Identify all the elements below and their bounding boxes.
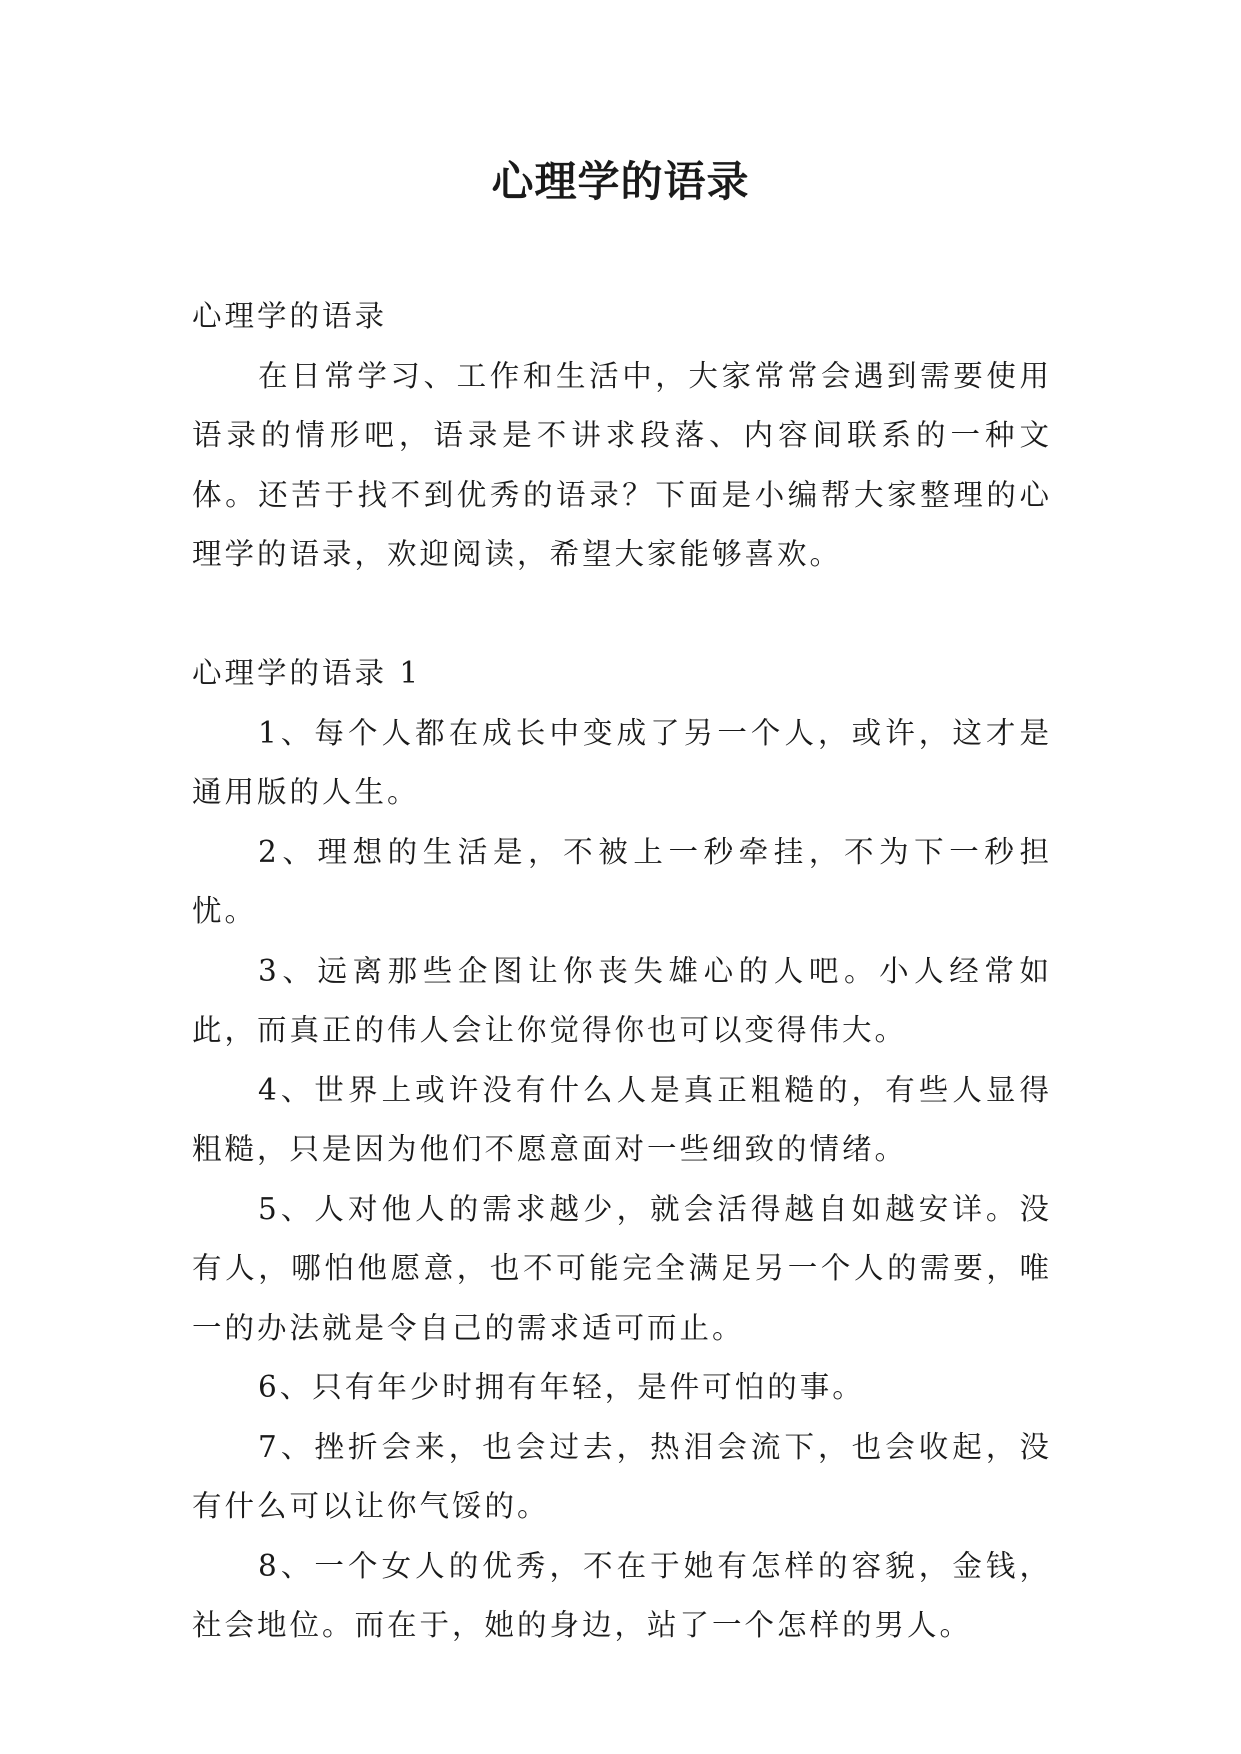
section-heading: 心理学的语录 1 <box>192 656 422 690</box>
document-body <box>192 287 1052 1656</box>
document-title: 心理学的语录 <box>491 157 750 206</box>
intro-paragraph: 在日常学习、工作和生活中，大家常常会遇到需要使用语录的情形吧，语录是不讲求段落、内容间联系的一种文体。还苦于找不到优秀的语录？下面是小编帮大家整理的心理学的语录，欢迎阅读，希望大家能够喜欢。 <box>192 358 1052 571</box>
quote-item: 2、理想的生活是，不被上一秒牵挂，不为下一秒担忧。 <box>192 834 1052 928</box>
quote-item: 7、挫折会来，也会过去，热泪会流下，也会收起，没有什么可以让你气馁的。 <box>192 1429 1052 1523</box>
quote-item: 4、世界上或许没有什么人是真正粗糙的，有些人显得粗糙，只是因为他们不愿意面对一些细致的情绪。 <box>192 1072 1052 1166</box>
quote-item: 5、人对他人的需求越少，就会活得越自如越安详。没有人，哪怕他愿意，也不可能完全满足另一个人的需要，唯一的办法就是令自己的需求适可而止。 <box>192 1191 1052 1345</box>
quote-item: 6、只有年少时拥有年轻，是件可怕的事。 <box>258 1370 865 1404</box>
quote-item: 1、每个人都在成长中变成了另一个人，或许，这才是通用版的人生。 <box>192 715 1052 809</box>
quote-item: 3、远离那些企图让你丧失雄心的人吧。小人经常如此，而真正的伟人会让你觉得你也可以变得伟大。 <box>192 953 1052 1047</box>
paragraph-spacer <box>192 585 1052 645</box>
quote-item: 8、一个女人的优秀，不在于她有怎样的容貌，金钱，社会地位。而在于，她的身边，站了一个怎样的男人。 <box>192 1548 1052 1642</box>
subtitle: 心理学的语录 <box>192 299 388 333</box>
